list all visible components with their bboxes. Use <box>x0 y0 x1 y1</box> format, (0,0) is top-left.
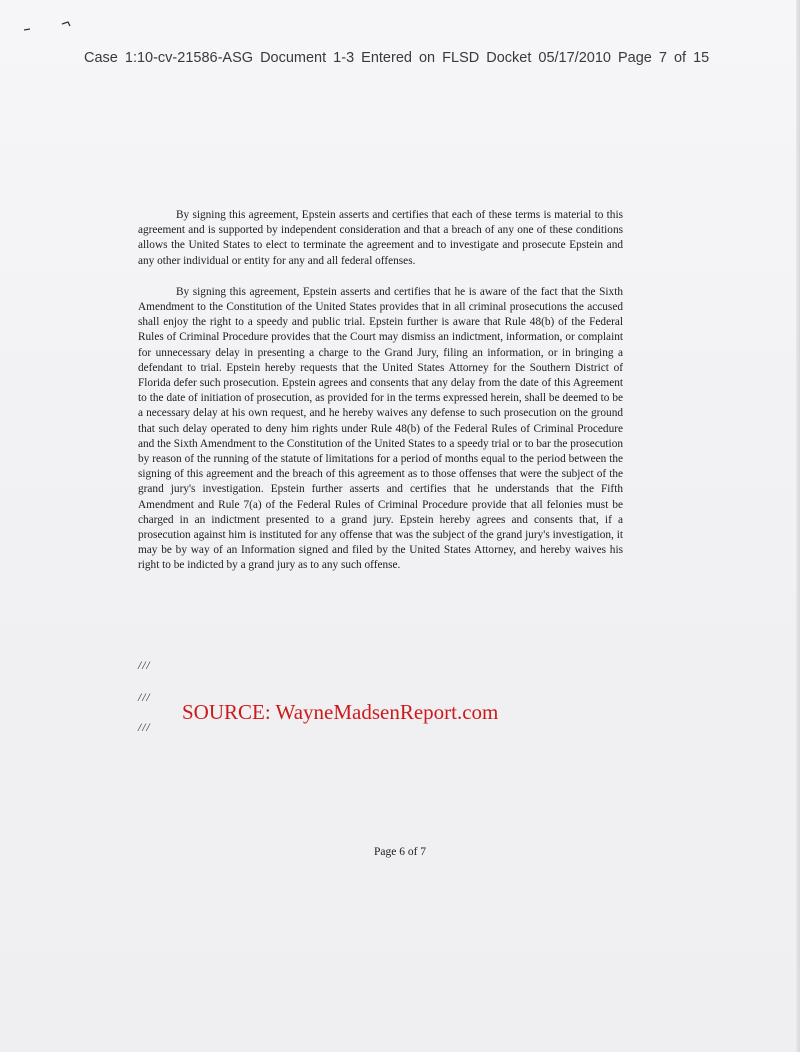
continuation-slashes: /// <box>138 692 151 704</box>
docket-page-number: Page 7 of 15 <box>618 50 710 66</box>
continuation-slashes: /// <box>138 722 151 734</box>
document-number: Document 1-3 <box>260 50 355 66</box>
paragraph-speedy-trial-waiver: By signing this agreement, Epstein asserts and certifies that he is aware of the fact that the Sixth Amendment to the Constitution of the United States provides that in all criminal prosecutions the accused shall enjoy the right to a speedy and public trial. Epstein further is aware that Rule 48(b) of the Federal Rules of Criminal Procedure provides that the Court may dismiss an indictment, information, or complaint for unnecessary delay in presenting a charge to the Grand Jury, filing an information, or in bringing a defendant to trial. Epstein hereby requests that the United States Attorney for the Southern District of Florida defer such prosecution. Epstein agrees and consents that any delay from the date of this Agreement to the date of initiation of prosecution, as provided for in the terms expressed herein, shall be deemed to be a necessary delay at his own request, and he hereby waives any defense to such prosecution on the ground that such delay operated to deny him rights under Rule 48(b) of the Federal Rules of Criminal Procedure and the Sixth Amendment to the Constitution of the United States to a speedy trial or to bar the prosecution by reason of the running of the statute of limitations for a period of months equal to the period between the signing of this agreement and the breach of this agreement as to those offenses that were the subject of the grand jury's investigation. Epstein further asserts and certifies that he understands that the Fifth Amendment and Rule 7(a) of the Federal Rules of Criminal Procedure provide that all felonies must be charged in an indictment presented to a grand jury. Epstein hereby agrees and consents that, if a prosecution against him is instituted for any offense that was the subject of the grand jury's investigation, it may be by way of an Information signed and filed by the United States Attorney, and hereby waives his right to be indicted by a grand jury as to any such offense. <box>138 285 623 572</box>
paragraph-terms-material: By signing this agreement, Epstein asserts and certifies that each of these terms is material to this agreement and is supported by independent consideration and that a breach of any one of these conditions allows the United States to elect to terminate the agreement and to investigate and prosecute Epstein and any other individual or entity for any and all federal offenses. <box>138 209 623 267</box>
scan-mark-icon <box>22 18 82 38</box>
document-body <box>138 208 623 590</box>
docket-header <box>84 50 709 66</box>
source-watermark: SOURCE: WayneMadsenReport.com <box>182 700 499 724</box>
continuation-slashes: /// <box>138 660 151 672</box>
docket-entry: Entered on FLSD Docket 05/17/2010 <box>361 50 611 66</box>
page-footer: Page 6 of 7 <box>373 846 427 858</box>
case-number: Case 1:10-cv-21586-ASG <box>84 50 254 66</box>
scan-edge-shadow <box>796 0 800 1052</box>
